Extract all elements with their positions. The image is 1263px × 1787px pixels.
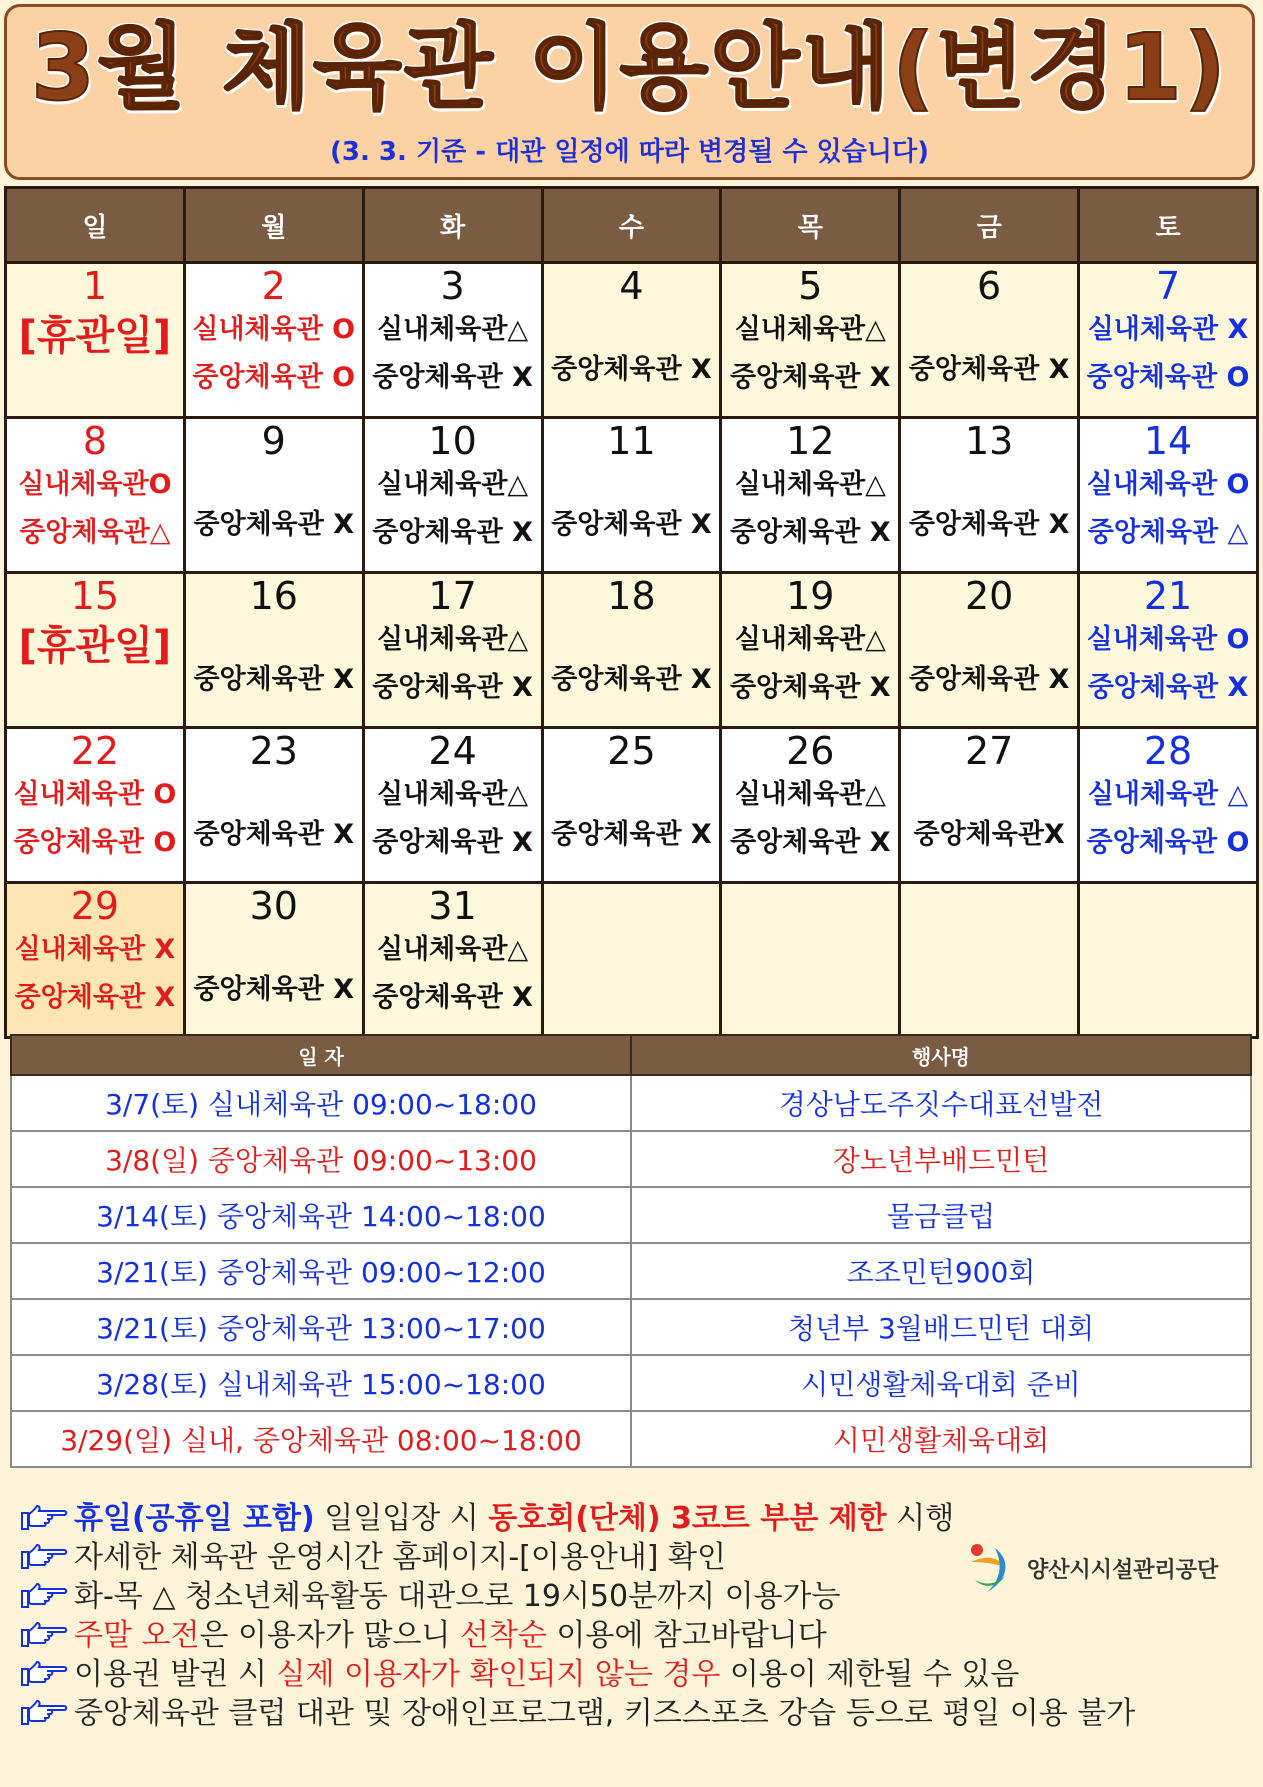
- note-4-d: 이용에 참고바랍니다: [546, 1618, 827, 1653]
- note-3-text: 화-목 △ 청소년체육활동 대관으로 19시50분까지 이용가능: [74, 1579, 841, 1614]
- day-number: 1: [82, 264, 108, 308]
- facility-status: 중앙체육관 X: [1087, 672, 1249, 703]
- day-number: 17: [428, 574, 477, 618]
- day-number: 24: [428, 729, 477, 773]
- event-name: 청년부 3월배드민턴 대회: [631, 1299, 1251, 1355]
- weekday-mon: 월: [184, 188, 363, 263]
- facility-status: 실내체육관 O: [1086, 624, 1250, 655]
- calendar-empty-cell: [542, 883, 721, 1038]
- note-6-text: 중앙체육관 클럽 대관 및 장애인프로그램, 키즈스포츠 강습 등으로 평일 이용 불가: [74, 1696, 1136, 1731]
- event-row: [11, 1075, 1251, 1131]
- page-subtitle: (3. 3. 기준 - 대관 일정에 따라 변경될 수 있습니다): [330, 137, 929, 167]
- calendar-day-cell: [6, 883, 185, 1038]
- day-number: 27: [964, 729, 1014, 773]
- page-title: 3월 체육관 이용안내(변경1): [31, 14, 1228, 121]
- facility-status: 실내체육관△: [734, 314, 886, 345]
- calendar-body: [6, 263, 1258, 1038]
- facility-status: 중앙체육관 X: [729, 517, 891, 548]
- facility-status: 중앙체육관 X: [908, 664, 1070, 695]
- note-1: [20, 1500, 1250, 1537]
- event-row: [11, 1243, 1251, 1299]
- facility-status: 실내체육관△: [377, 934, 529, 965]
- note-2-text: 자세한 체육관 운영시간 홈페이지-[이용안내] 확인: [74, 1540, 726, 1575]
- facility-status: 중앙체육관 X: [193, 819, 355, 850]
- calendar-day-cell: [1079, 263, 1258, 418]
- facility-status: 실내체육관△: [377, 779, 529, 810]
- calendar-day-cell: [6, 573, 185, 728]
- event-date: 3/21(토) 중앙체육관 13:00~17:00: [11, 1299, 631, 1355]
- facility-status: 중앙체육관 X: [551, 509, 712, 540]
- calendar-day-cell: [6, 418, 185, 573]
- note-1-d: 시행: [886, 1501, 955, 1536]
- note-5: [20, 1656, 1250, 1693]
- day-number: 30: [249, 884, 298, 928]
- calendar-week-row: [6, 573, 1258, 728]
- day-number: 10: [428, 419, 477, 463]
- event-date: 3/29(일) 실내, 중앙체육관 08:00~18:00: [11, 1411, 631, 1467]
- event-name: 시민생활체육대회 준비: [631, 1355, 1251, 1411]
- facility-status: 중앙체육관 X: [372, 672, 533, 703]
- facility-status: 중앙체육관 O: [1086, 827, 1250, 858]
- day-number: 9: [261, 419, 286, 463]
- note-5-b: 실제 이용자가 확인되지 않는 경우: [276, 1657, 721, 1692]
- day-number: 14: [1143, 419, 1193, 463]
- event-date: 3/7(토) 실내체육관 09:00~18:00: [11, 1075, 631, 1131]
- note-4-a: 주말 오전: [74, 1618, 200, 1653]
- calendar-day-cell: [900, 573, 1079, 728]
- facility-status: 중앙체육관 X: [908, 509, 1070, 540]
- weekday-header-row: [6, 188, 1258, 263]
- calendar-table: [4, 186, 1259, 1039]
- calendar-week-row: [6, 418, 1258, 573]
- event-name: 장노년부배드민턴: [631, 1131, 1251, 1187]
- facility-status: 중앙체육관 X: [551, 354, 712, 385]
- day-number: 13: [964, 419, 1014, 463]
- closed-day-label: [휴관일]: [18, 313, 172, 359]
- facility-status: 실내체육관 △: [1087, 779, 1249, 810]
- weekday-fri: 금: [900, 188, 1079, 263]
- calendar-day-cell: [363, 263, 542, 418]
- calendar-day-cell: [1079, 573, 1258, 728]
- event-name: 물금클럽: [631, 1187, 1251, 1243]
- calendar-day-cell: [542, 573, 721, 728]
- facility-status: 중앙체육관 X: [14, 982, 176, 1013]
- facility-status: 중앙체육관X: [913, 819, 1065, 850]
- events-table: [10, 1034, 1252, 1468]
- facility-status: 실내체육관 O: [13, 779, 177, 810]
- event-date: 3/14(토) 중앙체육관 14:00~18:00: [11, 1187, 631, 1243]
- calendar-day-cell: [1079, 728, 1258, 883]
- day-number: 16: [249, 574, 298, 618]
- facility-status: 실내체육관△: [377, 624, 529, 655]
- note-4-b: 은 이용자가 많으니: [199, 1618, 460, 1653]
- header-banner: [4, 4, 1255, 180]
- day-number: 8: [82, 419, 108, 463]
- calendar-day-cell: [900, 728, 1079, 883]
- facility-status: 중앙체육관 △: [1087, 517, 1249, 548]
- calendar-day-cell: [900, 418, 1079, 573]
- facility-status: 실내체육관 O: [192, 314, 356, 345]
- facility-status: 중앙체육관 O: [13, 827, 177, 858]
- events-header-name: 행사명: [631, 1035, 1251, 1075]
- calendar-empty-cell: [1079, 883, 1258, 1038]
- calendar-day-cell: [184, 728, 363, 883]
- facility-status: 중앙체육관 X: [729, 672, 891, 703]
- weekday-sat: 토: [1079, 188, 1258, 263]
- facility-status: 중앙체육관 X: [729, 362, 891, 393]
- facility-status: 중앙체육관 X: [372, 517, 533, 548]
- day-number: 31: [428, 884, 477, 928]
- calendar-day-cell: [184, 573, 363, 728]
- events-body: [11, 1075, 1251, 1467]
- note-5-a: 이용권 발권 시: [74, 1657, 277, 1692]
- facility-status: 실내체육관O: [18, 469, 172, 500]
- day-number: 12: [786, 419, 835, 463]
- facility-status: 실내체육관△: [734, 779, 886, 810]
- notes-section: [20, 1500, 1250, 1734]
- calendar-day-cell: [184, 418, 363, 573]
- event-row: [11, 1187, 1251, 1243]
- calendar-day-cell: [184, 263, 363, 418]
- note-1-b: 일일입장 시: [314, 1501, 489, 1536]
- day-number: 23: [249, 729, 298, 773]
- yangsan-logo-icon: [965, 1540, 1021, 1596]
- events-header-date: 일 자: [11, 1035, 631, 1075]
- facility-status: 실내체육관 X: [1087, 314, 1249, 345]
- day-number: 7: [1155, 264, 1181, 308]
- calendar-day-cell: [363, 728, 542, 883]
- day-number: 6: [977, 264, 1002, 308]
- pointing-hand-icon: [20, 1622, 68, 1650]
- pointing-hand-icon: [20, 1505, 68, 1533]
- event-date: 3/21(토) 중앙체육관 09:00~12:00: [11, 1243, 631, 1299]
- facility-status: 중앙체육관 O: [192, 362, 356, 393]
- event-row: [11, 1131, 1251, 1187]
- closed-day-label: [휴관일]: [18, 623, 172, 669]
- note-4-c: 선착순: [459, 1618, 547, 1653]
- note-4: [20, 1617, 1250, 1654]
- calendar-week-row: [6, 263, 1258, 418]
- day-number: 18: [607, 574, 656, 618]
- facility-status: 중앙체육관 X: [193, 974, 355, 1005]
- weekday-wed: 수: [542, 188, 721, 263]
- pointing-hand-icon: [20, 1700, 68, 1728]
- day-number: 11: [607, 419, 656, 463]
- day-number: 5: [798, 264, 823, 308]
- event-name: 시민생활체육대회: [631, 1411, 1251, 1467]
- event-row: [11, 1411, 1251, 1467]
- calendar-day-cell: [900, 263, 1079, 418]
- event-row: [11, 1299, 1251, 1355]
- day-number: 19: [786, 574, 835, 618]
- day-number: 20: [964, 574, 1014, 618]
- weekday-sun: 일: [6, 188, 185, 263]
- day-number: 2: [261, 264, 286, 308]
- day-number: 26: [786, 729, 835, 773]
- day-number: 29: [70, 884, 120, 928]
- note-1-c: 동호회(단체) 3코트 부분 제한: [488, 1501, 887, 1536]
- event-date: 3/8(일) 중앙체육관 09:00~13:00: [11, 1131, 631, 1187]
- facility-status: 실내체육관△: [734, 469, 886, 500]
- calendar-day-cell: [721, 728, 900, 883]
- day-number: 3: [440, 264, 465, 308]
- calendar-week-row: [6, 728, 1258, 883]
- calendar-day-cell: [363, 418, 542, 573]
- weekday-thu: 목: [721, 188, 900, 263]
- pointing-hand-icon: [20, 1661, 68, 1689]
- facility-status: 실내체육관 O: [1086, 469, 1250, 500]
- calendar-day-cell: [721, 418, 900, 573]
- events-header-row: [11, 1035, 1251, 1075]
- facility-status: 중앙체육관 X: [729, 827, 891, 858]
- calendar-day-cell: [542, 263, 721, 418]
- facility-status: 중앙체육관 X: [908, 354, 1070, 385]
- event-row: [11, 1355, 1251, 1411]
- calendar-day-cell: [542, 418, 721, 573]
- calendar-day-cell: [363, 883, 542, 1038]
- facility-status: 중앙체육관 O: [1086, 362, 1250, 393]
- facility-status: 중앙체육관 X: [372, 362, 533, 393]
- facility-status: 실내체육관△: [377, 314, 529, 345]
- calendar-day-cell: [184, 883, 363, 1038]
- facility-status: 중앙체육관 X: [193, 664, 355, 695]
- note-6: [20, 1695, 1250, 1732]
- facility-status: 실내체육관 X: [14, 934, 176, 965]
- calendar-day-cell: [542, 728, 721, 883]
- event-date: 3/28(토) 실내체육관 15:00~18:00: [11, 1355, 631, 1411]
- calendar-day-cell: [6, 728, 185, 883]
- note-1-a: 휴일(공휴일 포함): [74, 1501, 315, 1536]
- facility-status: 중앙체육관 X: [551, 664, 712, 695]
- facility-status: 중앙체육관 X: [551, 819, 712, 850]
- calendar-day-cell: [721, 573, 900, 728]
- day-number: 15: [70, 574, 120, 618]
- facility-status: 실내체육관△: [734, 624, 886, 655]
- day-number: 4: [619, 264, 644, 308]
- pointing-hand-icon: [20, 1583, 68, 1611]
- day-number: 21: [1143, 574, 1193, 618]
- organization-name: 양산시시설관리공단: [1027, 1557, 1219, 1583]
- calendar-day-cell: [363, 573, 542, 728]
- facility-status: 중앙체육관 X: [372, 982, 533, 1013]
- event-name: 조조민턴900회: [631, 1243, 1251, 1299]
- pointing-hand-icon: [20, 1544, 68, 1572]
- facility-status: 중앙체육관 X: [193, 509, 355, 540]
- facility-status: 실내체육관△: [377, 469, 529, 500]
- calendar-week-row: [6, 883, 1258, 1038]
- calendar-day-cell: [721, 263, 900, 418]
- organization-logo: [965, 1540, 1218, 1596]
- calendar-empty-cell: [721, 883, 900, 1038]
- event-name: 경상남도주짓수대표선발전: [631, 1075, 1251, 1131]
- weekday-tue: 화: [363, 188, 542, 263]
- facility-status: 중앙체육관△: [19, 517, 171, 548]
- facility-status: 중앙체육관 X: [372, 827, 533, 858]
- day-number: 25: [607, 729, 656, 773]
- calendar-day-cell: [1079, 418, 1258, 573]
- note-5-c: 이용이 제한될 수 있음: [720, 1657, 1020, 1692]
- calendar-day-cell: [6, 263, 185, 418]
- day-number: 28: [1143, 729, 1193, 773]
- day-number: 22: [70, 729, 120, 773]
- calendar-empty-cell: [900, 883, 1079, 1038]
